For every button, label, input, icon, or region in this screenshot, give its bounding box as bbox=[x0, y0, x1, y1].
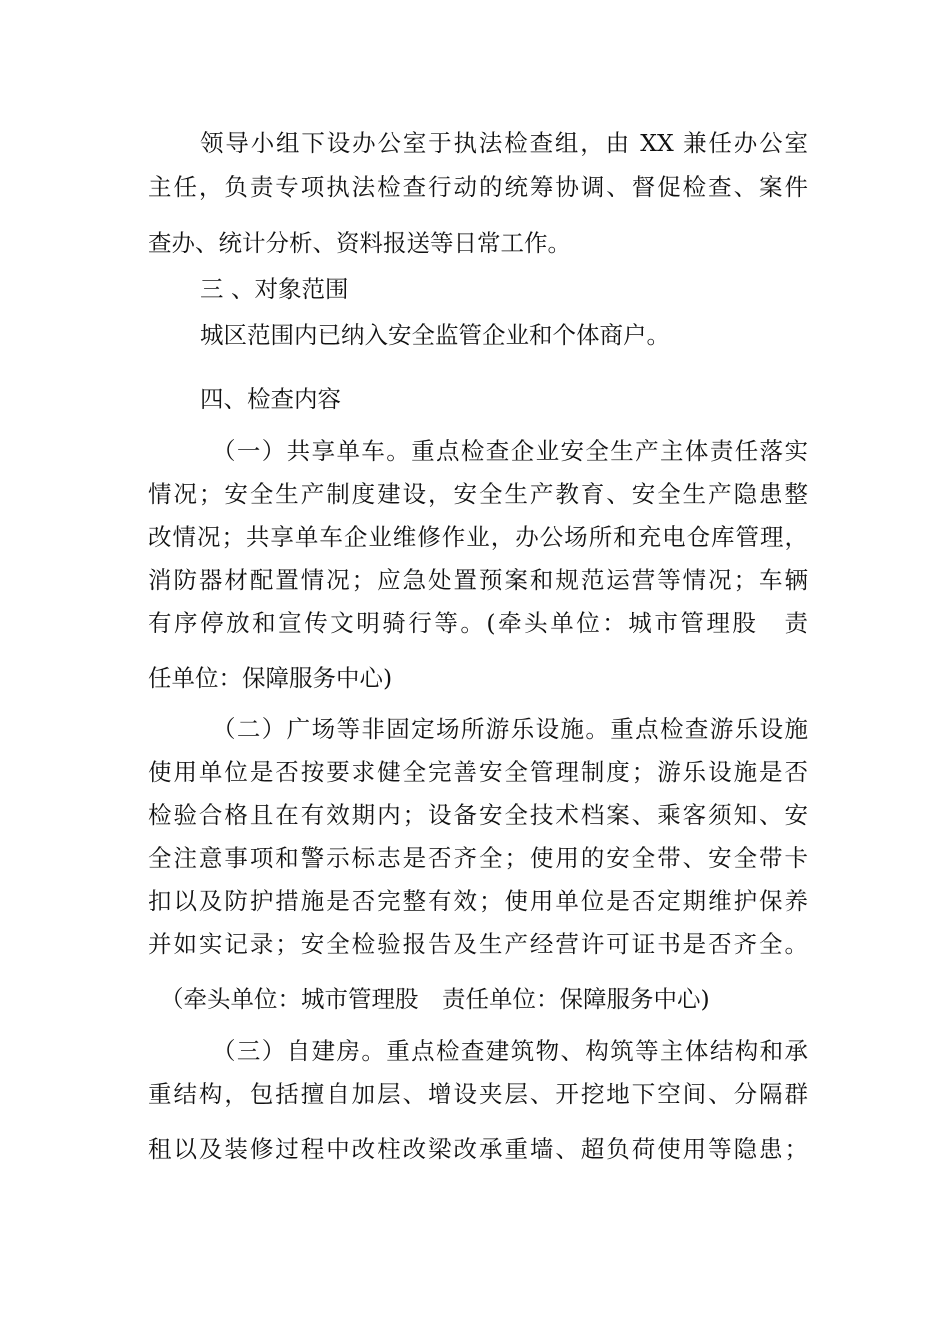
text-line: 消防器材配置情况；应急处置预案和规范运营等情况；车辆 bbox=[148, 566, 808, 594]
text-line: 任单位：保障服务中心) bbox=[148, 664, 393, 692]
section-heading: 三 、对象范围 bbox=[200, 275, 349, 303]
text-line: 改情况；共享单车企业维修作业，办公场所和充电仓库管理， bbox=[148, 523, 808, 551]
text-line: （二）广场等非固定场所游乐设施。重点检查游乐设施 bbox=[212, 715, 808, 743]
text-line: 使用单位是否按要求健全完善安全管理制度；游乐设施是否 bbox=[148, 758, 808, 786]
text-line: 主任，负责专项执法检查行动的统筹协调、督促检查、案件 bbox=[148, 173, 808, 201]
text-line: （三）自建房。重点检查建筑物、构筑等主体结构和承 bbox=[212, 1037, 808, 1065]
text-line: 情况；安全生产制度建设，安全生产教育、安全生产隐患整 bbox=[148, 480, 808, 508]
text-line: 租以及装修过程中改柱改梁改承重墙、超负荷使用等隐患； bbox=[148, 1135, 808, 1163]
section-heading: 四、检查内容 bbox=[200, 385, 341, 413]
text-line: 重结构，包括擅自加层、增设夹层、开挖地下空间、分隔群 bbox=[148, 1080, 808, 1108]
text-line: 全注意事项和警示标志是否齐全；使用的安全带、安全带卡 bbox=[148, 844, 808, 872]
text-line: 扣以及防护措施是否完整有效；使用单位是否定期维护保养 bbox=[148, 887, 808, 915]
text-line: 查办、统计分析、资料报送等日常工作。 bbox=[148, 229, 571, 257]
text-line: 并如实记录；安全检验报告及生产经营许可证书是否齐全。 bbox=[148, 930, 808, 958]
text-line: 检验合格且在有效期内；设备安全技术档案、乘客须知、安 bbox=[148, 801, 808, 829]
text-line: 城区范围内已纳入安全监管企业和个体商户。 bbox=[200, 321, 670, 349]
text-line: （一）共享单车。重点检查企业安全生产主体责任落实 bbox=[212, 437, 808, 465]
text-line: 领导小组下设办公室于执法检查组，由 XX 兼任办公室 bbox=[200, 129, 808, 157]
text-line: 有序停放和宣传文明骑行等。(牵头单位：城市管理股 责 bbox=[148, 609, 808, 637]
text-line: （牵头单位：城市管理股 责任单位：保障服务中心) bbox=[160, 985, 710, 1013]
